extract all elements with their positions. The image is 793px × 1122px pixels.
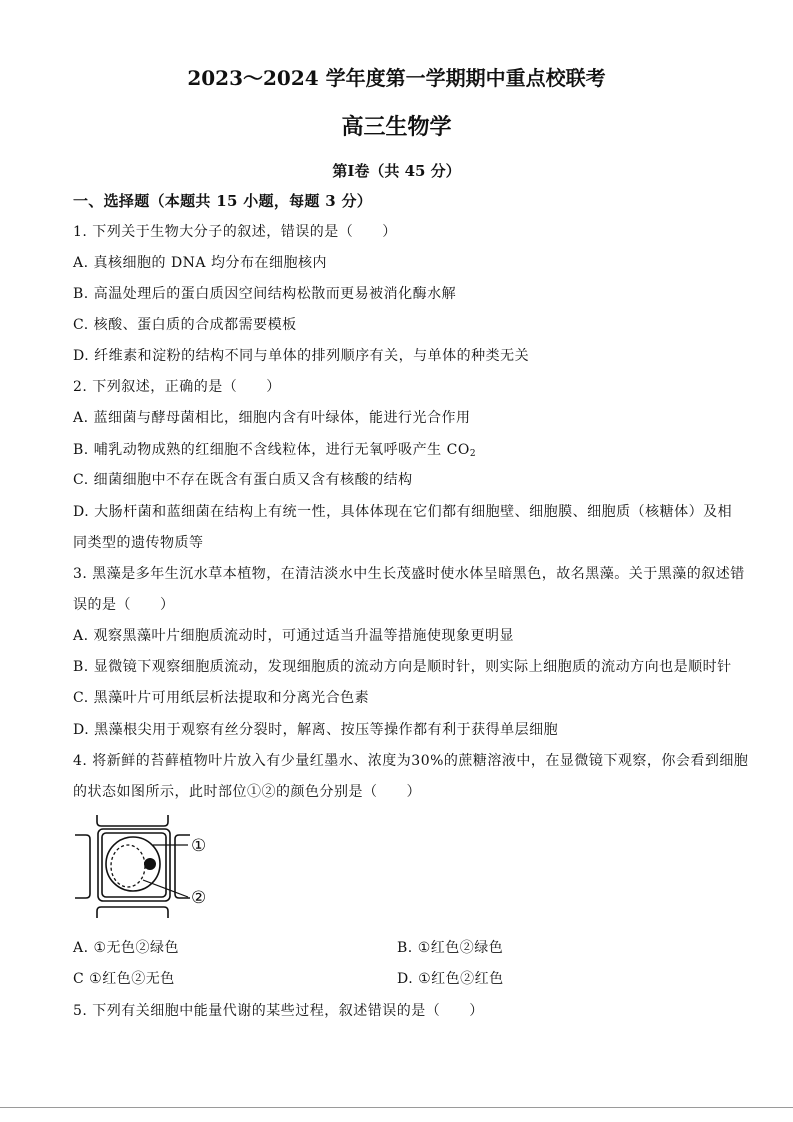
vacuole-dashed — [111, 845, 145, 887]
plant-cell-diagram — [70, 810, 215, 922]
q2-stem: 2. 下列叙述，正确的是（ ） — [73, 379, 281, 395]
left-neighbor-cell-wall — [75, 835, 90, 898]
q2-option-b-text: B. 哺乳动物成熟的红细胞不含线粒体，进行无氧呼吸产生 CO — [73, 442, 470, 458]
q1-option-c: C. 核酸、蛋白质的合成都需要模板 — [73, 317, 297, 333]
q4-stem-line-2: 的状态如图所示，此时部位①②的颜色分别是（ ） — [73, 784, 421, 800]
q1-stem: 1. 下列关于生物大分子的叙述，错误的是（ ） — [73, 224, 397, 240]
section-heading: 第Ⅰ卷（共 45 分） — [332, 162, 461, 180]
top-neighbor-cell-wall — [97, 815, 168, 826]
q4-option-a: A. ①无色②绿色 — [73, 940, 180, 956]
q2-option-b-subscript: 2 — [469, 449, 477, 459]
figure-label-2: ② — [191, 888, 207, 908]
exam-subject: 高三生物学 — [341, 114, 452, 140]
q2-option-c: C. 细菌细胞中不存在既含有蛋白质又含有核酸的结构 — [73, 472, 413, 488]
q1-option-b: B. 高温处理后的蛋白质因空间结构松散而更易被消化酶水解 — [73, 286, 457, 302]
q3-stem-line-2: 误的是（ ） — [73, 597, 175, 613]
bottom-neighbor-cell-wall — [97, 907, 168, 918]
q2-option-d-line-2: 同类型的遗传物质等 — [73, 535, 204, 551]
q4-option-d: D. ①红色②红色 — [397, 971, 504, 987]
q4-stem-line-1: 4. 将新鲜的苔藓植物叶片放入有少量红墨水、浓度为30%的蔗糖溶液中，在显微镜下观察，你会看到细胞 — [73, 753, 749, 769]
q3-option-b: B. 显微镜下观察细胞质流动，发现细胞质的流动方向是顺时针，则实际上细胞质的流动方向也是顺时针 — [73, 659, 732, 675]
q2-option-d-line-1: D. 大肠杆菌和蓝细菌在结构上有统一性，具体体现在它们都有细胞壁、细胞膜、细胞质（核糖体）及相 — [73, 504, 733, 520]
page-bottom-rule — [0, 1107, 793, 1108]
q4-option-b: B. ①红色②绿色 — [397, 940, 504, 956]
figure-label-1: ① — [191, 836, 207, 856]
q1-option-a: A. 真核细胞的 DNA 均分布在细胞核内 — [73, 255, 327, 271]
q4-option-c: C ①红色②无色 — [73, 971, 175, 987]
nucleus-dot — [144, 858, 156, 870]
q3-option-c: C. 黑藻叶片可用纸层析法提取和分离光合色素 — [73, 690, 370, 706]
q3-option-a: A. 观察黑藻叶片细胞质流动时，可通过适当升温等措施使现象更明显 — [73, 628, 515, 644]
q2-option-b — [73, 440, 476, 460]
q5-stem: 5. 下列有关细胞中能量代谢的某些过程，叙述错误的是（ ） — [73, 1003, 484, 1019]
q3-option-d: D. 黑藻根尖用于观察有丝分裂时，解离、按压等操作都有利于获得单层细胞 — [73, 722, 559, 738]
q1-option-d: D. 纤维素和淀粉的结构不同与单体的排列顺序有关，与单体的种类无关 — [73, 348, 530, 364]
part-heading: 一、选择题（本题共 15 小题，每题 3 分） — [73, 192, 373, 210]
exam-title: 2023～2024 学年度第一学期期中重点校联考 — [187, 66, 606, 90]
q3-stem-line-1: 3. 黑藻是多年生沉水草本植物，在清洁淡水中生长茂盛时使水体呈暗黑色，故名黑藻。关于黑藻的叙述错 — [73, 566, 745, 582]
q2-option-a: A. 蓝细菌与酵母菌相比，细胞内含有叶绿体，能进行光合作用 — [73, 410, 471, 426]
